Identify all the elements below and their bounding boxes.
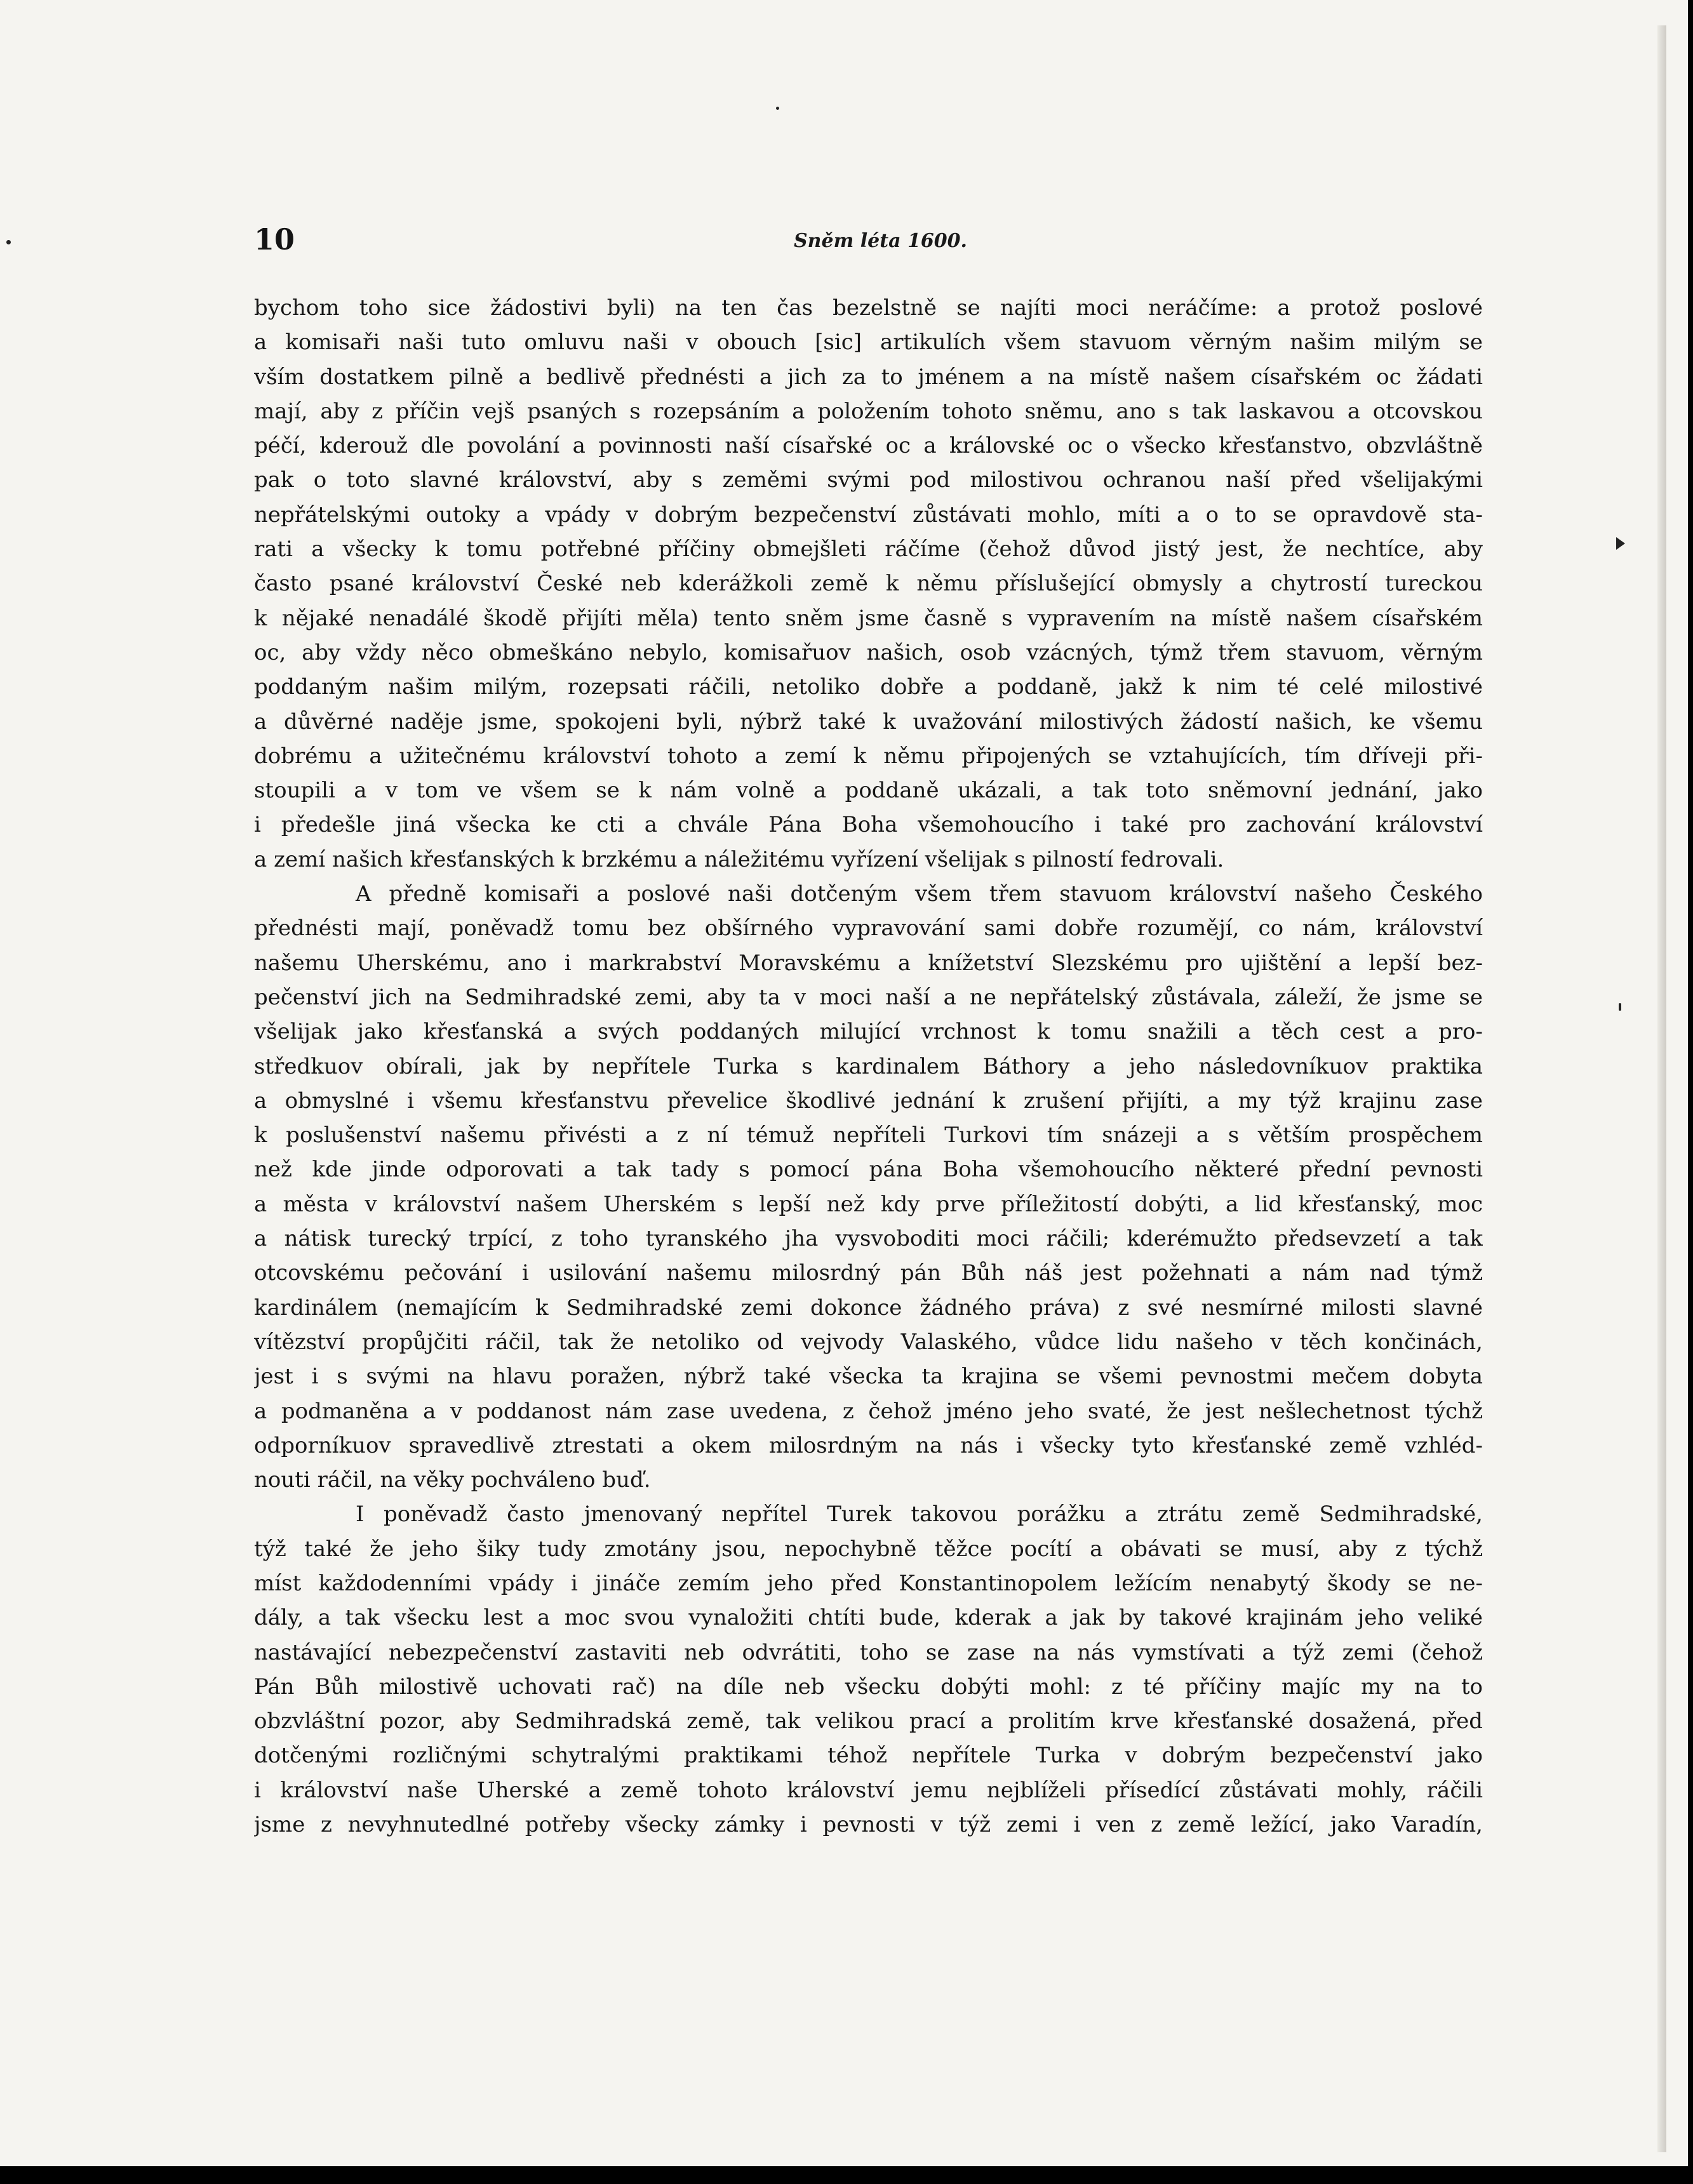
paragraph-end-line: a zemí našich křesťanských k brzkému a náležitému vyřízení všelijak s pilností fedrovali.: [254, 846, 1224, 872]
paragraph-first-line: I poněvadž často jmenovaný nepřítel Turek takovou porážku a ztrátu země Sedmihradské,: [356, 1502, 1483, 1528]
text-line: stoupili a v tom ve všem se k nám volně a poddaně ukázali, a tak toto sněmovní jednání, jako: [254, 778, 1483, 804]
text-line: a komisaři naši tuto omluvu naši v obouch [sic] artikulích všem stavuom věrným našim milým se: [254, 330, 1483, 356]
text-line: všelijak jako křesťanská a svých poddaných milující vrchnost k tomu snažili a těch cest a pro-: [254, 1019, 1483, 1045]
scan-speck: [776, 107, 779, 110]
text-line: a obmyslné i všemu křesťanstvu převelice škodlivé jednání k zrušení přijíti, a my týž krajinu zase: [254, 1088, 1483, 1114]
text-line: rati a všecky k tomu potřebné příčiny obmejšleti ráčíme (čehož důvod jistý jest, že nechtíce, aby: [254, 536, 1483, 563]
text-line: míst každodenními vpády i jináče zemím jeho před Konstantinopolem ležícím nenabytý škody se ne-: [254, 1570, 1483, 1596]
text-line: dobrému a užitečnému království tohoto a zemí k němu připojených se vztahujících, tím dříveji při-: [254, 743, 1483, 769]
text-line: a města v království našem Uherském s lepší než kdy prve příležitostí dobýti, a lid křesťanský, moc: [254, 1191, 1483, 1217]
text-line: Pán Bůh milostivě uchovati rač) na díle neb všecku dobýti mohl: z té příčiny majíc my na to: [254, 1674, 1483, 1700]
text-line: jest i s svými na hlavu poražen, nýbrž také všecka ta krajina se všemi pevnostmi mečem dobyta: [254, 1364, 1483, 1390]
text-line: našemu Uherskému, ano i markrabství Moravskému a knížetství Slezskému pro ujištění a lepší bez-: [254, 950, 1483, 976]
text-line: odporníkuov spravedlivě ztrestati a okem milosrdným na nás i všecky tyto křesťanské země vzhléd-: [254, 1432, 1483, 1458]
text-line: než kde jinde odporovati a tak tady s pomocí pána Boha všemohoucího některé přední pevnosti: [254, 1157, 1483, 1183]
text-line: jsme z nevyhnutedlné potřeby všecky zámky i pevnosti v týž zemi i ven z země ležící, jako Varadín,: [254, 1812, 1483, 1838]
text-line: dotčenými rozličnými schytralými praktikami téhož nepřítele Turka v dobrým bezpečenství jako: [254, 1743, 1483, 1769]
running-head: Sněm léta 1600.: [794, 230, 967, 252]
text-line: nastávající nebezpečenství zastaviti neb odvrátiti, toho se zase na nás vymstívati a týž zemi (čehož: [254, 1639, 1483, 1665]
text-line: k poslušenství našemu přivésti a z ní témuž nepříteli Turkovi tím snázeji a s větším prospěchem: [254, 1122, 1483, 1149]
text-line: a důvěrné naděje jsme, spokojeni byli, nýbrž také k uvažování milostivých žádostí našich, ke všemu: [254, 709, 1483, 735]
text-line: péčí, kderouž dle povolání a povinnosti naší císařské oc a královské oc o všecko křesťanstvo, obzvláštně: [254, 433, 1483, 459]
text-line: přednésti mají, poněvadž tomu bez obšírného vypravování sami dobře rozumějí, co nám, království: [254, 916, 1483, 942]
text-line: a podmaněna a v poddanost nám zase uvedena, z čehož jméno jeho svaté, že jest nešlechetnost týchž: [254, 1398, 1483, 1424]
text-line: poddaným našim milým, rozepsati ráčili, netoliko dobře a poddaně, jakž k nim té celé milostivé: [254, 674, 1483, 700]
text-line: bychom toho sice žádostivi byli) na ten čas bezelstně se najíti moci neráčíme: a protož poslové: [254, 295, 1483, 321]
text-line: obzvláštní pozor, aby Sedmihradská země, tak velikou prací a prolitím krve křesťanské dosažená, před: [254, 1708, 1483, 1735]
text-line: mají, aby z příčin vejš psaných s rozepsáním a položením tohoto sněmu, ano s tak laskavou a otcovskou: [254, 398, 1483, 424]
body-text: [254, 291, 1483, 1842]
text-line: nepřátelskými outoky a vpády v dobrým bezpečenství zůstávati mohlo, míti a o to se opravdově sta-: [254, 502, 1483, 528]
text-line: i předešle jiná všecka ke cti a chvále Pána Boha všemohoucího i také pro zachování království: [254, 812, 1483, 838]
paragraph-end-line: nouti ráčil, na věky pochváleno buď.: [254, 1467, 651, 1493]
scan-border-bottom: [0, 2166, 1693, 2184]
scan-speck: [6, 240, 11, 244]
text-line: otcovskému pečování i usilování našemu milosrdný pán Bůh náš jest požehnati a nám nad týmž: [254, 1260, 1483, 1286]
scan-speck: [1619, 1003, 1621, 1011]
text-line: oc, aby vždy něco obmeškáno nebylo, komisařuov našich, osob vzácných, týmž třem stavuom, věrným: [254, 639, 1483, 665]
text-line: pečenství jich na Sedmihradské zemi, aby ta v moci naší a ne nepřátelský zůstávala, záleží, že jsme se: [254, 984, 1483, 1010]
margin-mark-arrow: [1616, 537, 1625, 550]
text-line: vším dostatkem pilně a bedlivě přednésti a jich za to jménem a na místě našem císařském oc žádati: [254, 364, 1483, 390]
page-header: [254, 222, 1524, 267]
text-line: vítězství propůjčiti ráčil, tak že netoliko od vejvody Valaského, vůdce lidu našeho v těch končinách,: [254, 1329, 1483, 1355]
text-line: středkuov obírali, jak by nepřítele Turka s kardinalem Báthory a jeho následovníkuov praktika: [254, 1053, 1483, 1079]
text-line: pak o toto slavné království, aby s zeměmi svými pod milostivou ochranou naší před všelijakými: [254, 467, 1483, 493]
text-line: k nějaké nenadálé škodě přijíti měla) tento sněm jsme časně s vypravením na místě našem císařském: [254, 605, 1483, 631]
paragraph-first-line: A předně komisaři a poslové naši dotčeným všem třem stavuom království našeho Českého: [356, 881, 1483, 907]
page-number: 10: [254, 222, 295, 256]
text-line: často psané království České neb kderážkoli země k němu příslušející obmysly a chytrostí tureckou: [254, 571, 1483, 597]
text-line: i království naše Uherské a země tohoto království jemu nejblíželi přísedící zůstávati mohly, ráčili: [254, 1777, 1483, 1803]
text-line: kardinálem (nemajícím k Sedmihradské zemi dokonce žádného práva) z své nesmírné milosti slavné: [254, 1295, 1483, 1321]
text-line: a nátisk turecký trpící, z toho tyranského jha vysvoboditi moci ráčili; kderémužto předsevzetí a tak: [254, 1226, 1483, 1252]
text-line: týž také že jeho šiky tudy zmotány jsou, nepochybně těžce pocítí a obávati se musí, aby z týchž: [254, 1536, 1483, 1562]
page-edge-shadow: [1657, 25, 1666, 2152]
text-line: dály, a tak všecku lest a moc svou vynaložiti chtíti bude, kderak a jak by takové krajinám jeho veliké: [254, 1605, 1483, 1631]
